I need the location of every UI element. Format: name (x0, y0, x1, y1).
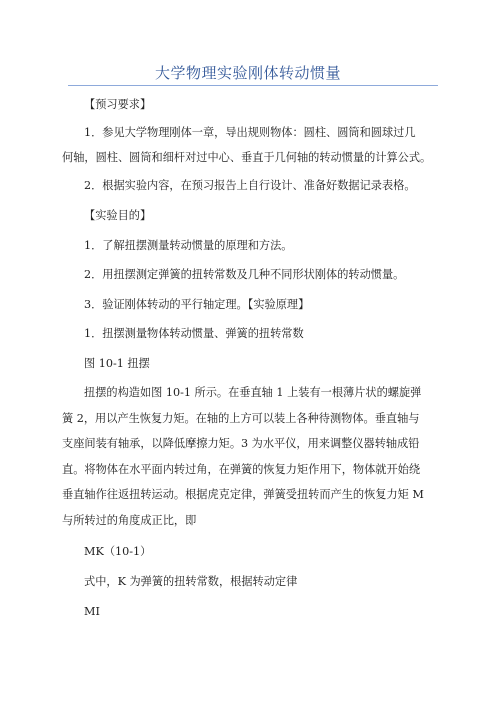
paragraph-line: 3．验证刚体转动的平行轴定理。【实验原理】 (84, 298, 310, 311)
equation-line: MI (84, 605, 100, 618)
paragraph-line: 何轴，圆柱、圆筒和细杆对过中心、垂直于几何轴的转动惯量的计算公式。 (62, 151, 432, 164)
paragraph-line: 1．了解扭摆测量转动惯量的原理和方法。 (84, 239, 293, 252)
title-divider (68, 85, 438, 86)
paragraph-line: 2．用扭摆测定弹簧的扭转常数及几种不同形状刚体的转动惯量。 (84, 268, 405, 281)
paragraph-line: 簧 2，用以产生恢复力矩。在轴的上方可以装上各种待测物体。垂直轴与 (62, 412, 420, 425)
equation-line: MK（10-1） (84, 545, 152, 558)
heading-preview-requirements: 【预习要求】 (84, 98, 152, 111)
paragraph-line: 直。将物体在水平面内转过角，在弹簧的恢复力矩作用下，物体就开始绕 (62, 463, 421, 476)
paragraph-line: 2．根据实验内容，在预习报告上自行设计、准备好数据记录表格。 (84, 179, 416, 192)
heading-experiment-purpose: 【实验目的】 (84, 209, 152, 222)
paragraph-line: 支座间装有轴承，以降低摩擦力矩。3 为水平仪，用来调整仪器转轴成铅 (62, 437, 420, 450)
paragraph-line: 扭摆的构造如图 10-1 所示。在垂直轴 1 上装有一根薄片状的螺旋弹 (84, 386, 422, 399)
paragraph-line: 与所转过的角度成正比，即 (62, 514, 197, 527)
paragraph-line: 1．参见大学物理刚体一章，导出规则物体：圆柱、圆筒和圆球过几 (84, 126, 416, 139)
paragraph-line: 垂直轴作往返扭转运动。根据虎克定律，弹簧受扭转而产生的恢复力矩 M (62, 488, 424, 501)
document-title: 大学物理实验刚体转动惯量 (154, 64, 341, 82)
paragraph-line: 式中，K 为弹簧的扭转常数，根据转动定律 (84, 575, 298, 588)
figure-caption: 图 10-1 扭摆 (84, 357, 150, 370)
paragraph-line: 1．扭摆测量物体转动惯量、弹簧的扭转常数 (84, 327, 304, 340)
